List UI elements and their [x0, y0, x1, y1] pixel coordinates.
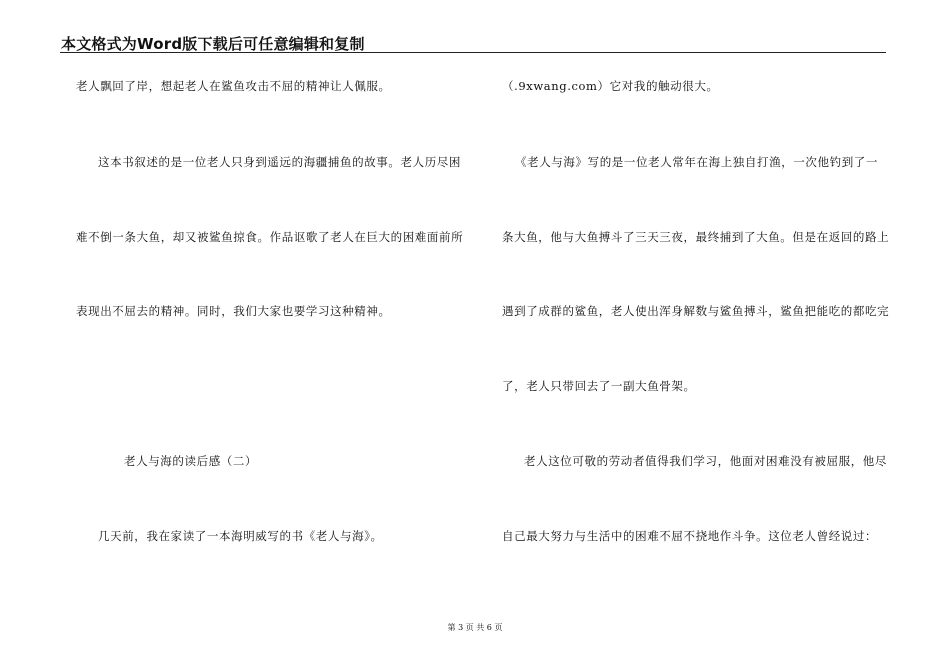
page-number-footer: 第 3 页 共 6 页 — [447, 623, 503, 632]
right-line-7: 自己最大努力与生活中的困难不屈不挠地作斗争。这位老人曾经说过： — [502, 529, 878, 543]
right-line-2: 《老人与海》写的是一位老人常年在海上独自打渔，一次他钓到了一 — [515, 155, 878, 169]
section-heading: 老人与海的读后感（二） — [124, 454, 258, 468]
left-line-4: 表现出不屈去的精神。同时，我们大家也要学习这种精神。 — [76, 304, 391, 318]
left-line-2: 这本书叙述的是一位老人只身到遥远的海疆捕鱼的故事。老人历尽困 — [98, 155, 461, 169]
right-line-6: 老人这位可敬的劳动者值得我们学习，他面对困难没有被屈服，他尽 — [524, 454, 887, 468]
left-line-6: 几天前，我在家读了一本海明威写的书《老人与海》。 — [98, 529, 383, 543]
right-line-4: 遇到了成群的鲨鱼，老人使出浑身解数与鲨鱼搏斗，鲨鱼把能吃的都吃完 — [502, 304, 890, 318]
left-line-3: 难不倒一条大鱼，却又被鲨鱼掠食。作品讴歌了老人在巨大的困难面前所 — [76, 230, 464, 244]
right-line-1: （.9xwang.com）它对我的触动很大。 — [502, 79, 719, 93]
header-divider — [60, 52, 886, 53]
right-line-5: 了，老人只带回去了一副大鱼骨架。 — [502, 379, 696, 393]
left-line-1: 老人飘回了岸，想起老人在鲨鱼攻击不屈的精神让人佩服。 — [76, 79, 391, 93]
right-line-3: 条大鱼，他与大鱼搏斗了三天三夜，最终捕到了大鱼。但是在返回的路上 — [502, 230, 890, 244]
document-header-title: 本文格式为Word版下载后可任意编辑和复制 — [61, 35, 365, 53]
